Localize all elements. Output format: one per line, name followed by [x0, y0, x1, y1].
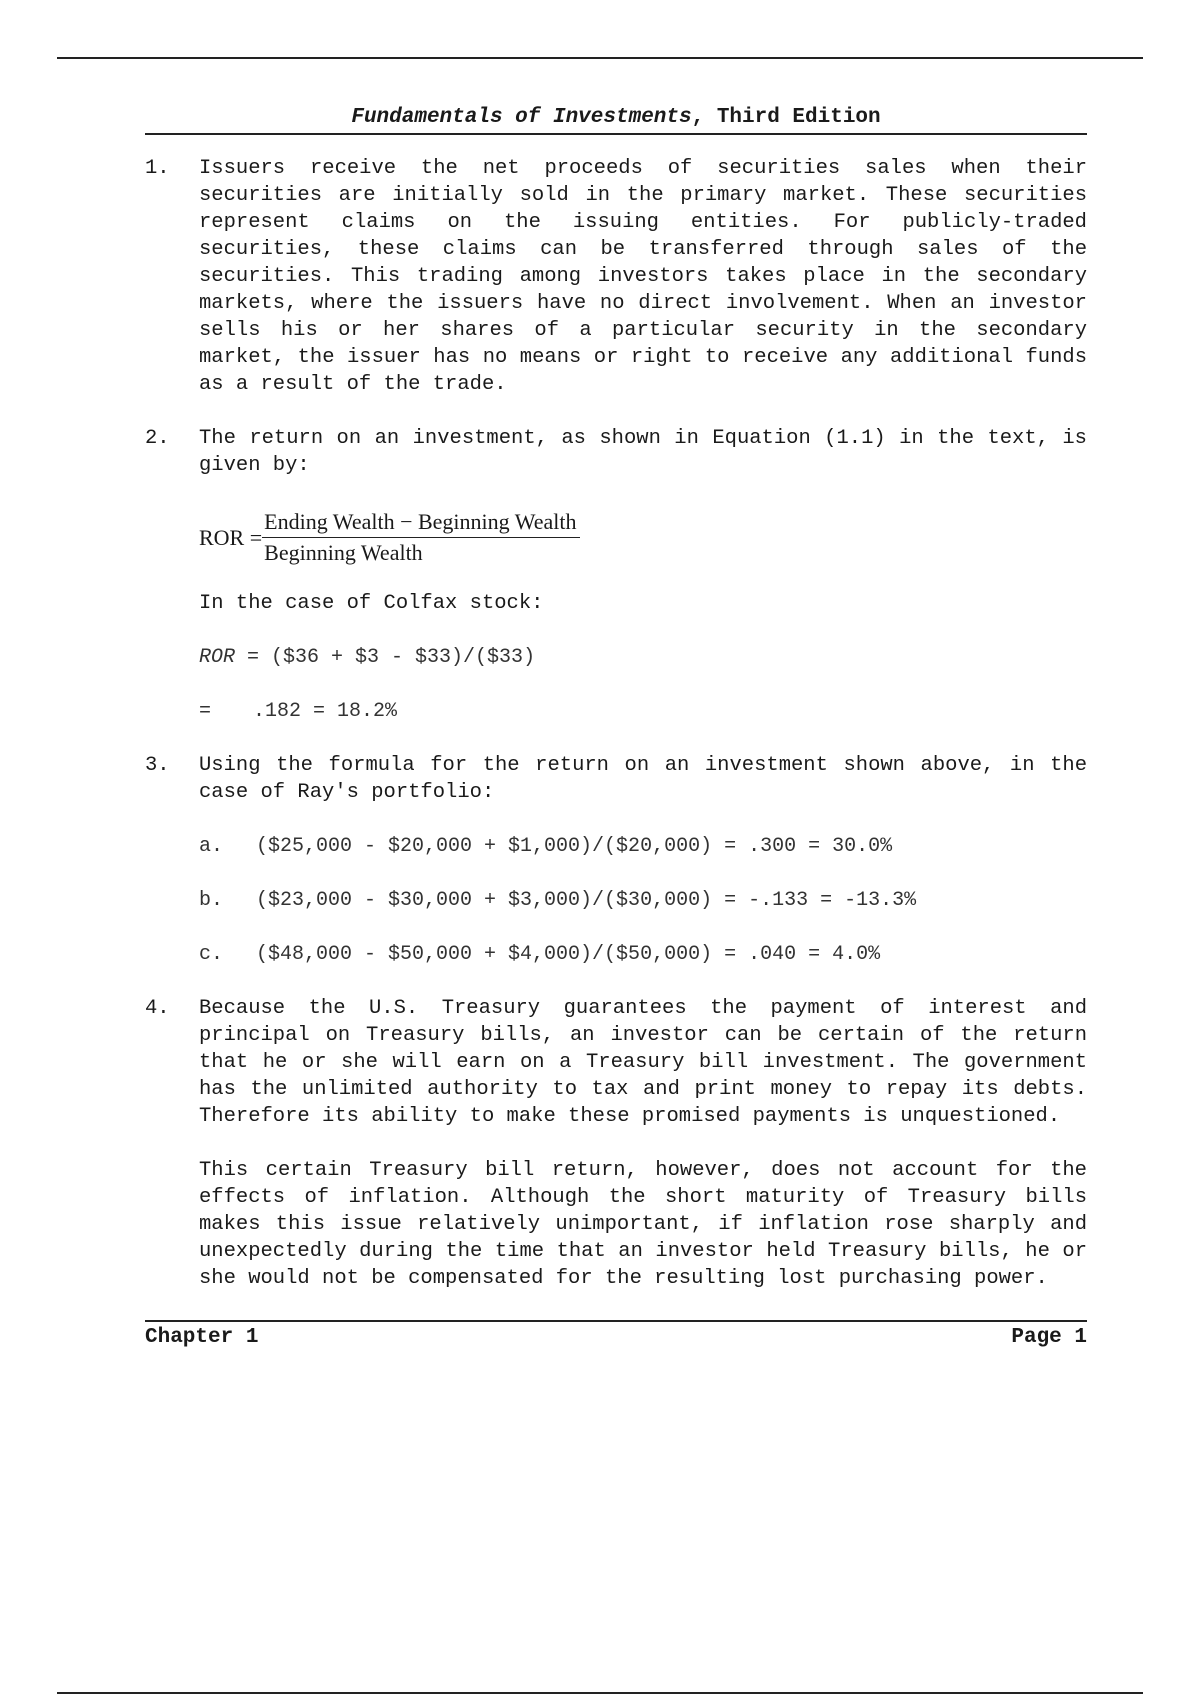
sub-item — [199, 887, 1087, 914]
book-title: Fundamentals of Investments — [351, 106, 692, 129]
formula-denominator: Beginning Wealth — [264, 540, 423, 565]
calc-variable: ROR — [199, 646, 236, 669]
answer-number: 4. — [145, 997, 170, 1020]
running-header — [145, 106, 1087, 135]
portfolio-calculations — [199, 833, 1087, 968]
answer-1 — [145, 155, 1087, 398]
colfax-calculation — [199, 644, 1087, 671]
chapter-label: Chapter 1 — [145, 1326, 259, 1349]
answer-body — [199, 995, 1087, 1292]
sub-item-expression: ($23,000 - $30,000 + $3,000)/($30,000) = -.133 = -13.3% — [256, 889, 917, 912]
sub-item-expression: ($25,000 - $20,000 + $1,000)/($20,000) = .300 = 30.0% — [256, 835, 893, 858]
answer-text: Issuers receive the net proceeds of securities sales when their securities are initially sold in the primary market. These securities represent claims on the issuing entities. For publicly-traded securities, these claims can be transferred through sales of the securities. This trading among investors takes place in the secondary markets, where the issuers have no direct involvement. When an investor sells his or her shares of a particular security in the secondary market, the issuer has no means or right to receive any additional funds as a result of the trade. — [199, 157, 1087, 396]
answer-body — [199, 425, 1087, 725]
result-equals: = — [199, 700, 212, 723]
sub-item-label: a. — [199, 835, 224, 858]
answer-body — [199, 752, 1087, 968]
running-footer — [145, 1320, 1087, 1349]
answer-intro: The return on an investment, as shown in Equation (1.1) in the text, is given by: — [199, 427, 1087, 477]
answer-number: 1. — [145, 157, 170, 180]
answer-3 — [145, 752, 1087, 968]
sub-item-label: b. — [199, 889, 224, 912]
result-value: .182 = 18.2% — [253, 700, 398, 723]
answer-2 — [145, 425, 1087, 725]
formula-lhs: ROR = — [199, 525, 263, 550]
answer-4 — [145, 995, 1087, 1292]
document-page — [145, 106, 1087, 1349]
formula-fraction — [262, 509, 579, 566]
sub-item-expression: ($48,000 - $50,000 + $4,000)/($50,000) = .040 = 4.0% — [256, 943, 881, 966]
ror-formula — [199, 509, 1087, 566]
answer-number: 3. — [145, 754, 170, 777]
colfax-result — [199, 698, 1087, 725]
answer-intro: Using the formula for the return on an investment shown above, in the case of Ray's portfolio: — [199, 754, 1087, 804]
formula-numerator: Ending Wealth − Beginning Wealth — [262, 509, 579, 538]
case-label: In the case of Colfax stock: — [199, 592, 544, 615]
calc-expression: = ($36 + $3 - $33)/($33) — [235, 646, 536, 669]
top-page-rule — [57, 57, 1143, 59]
answer-paragraph-2: This certain Treasury bill return, however, does not account for the effects of inflation. Although the short maturity of Treasury bills makes this issue relatively unimportant, if inflation rose sharply and unexpectedly during the time that an investor held Treasury bills, he or she would not be compensated for the resulting lost purchasing power. — [199, 1159, 1087, 1290]
page-number: Page 1 — [1011, 1326, 1087, 1349]
answer-number: 2. — [145, 427, 170, 450]
sub-item — [199, 941, 1087, 968]
sub-item — [199, 833, 1087, 860]
bottom-page-rule — [57, 1692, 1143, 1694]
answer-paragraph-1: Because the U.S. Treasury guarantees the payment of interest and principal on Treasury bills, an investor can be certain of the return that he or she will earn on a Treasury bill investment. The government has the unlimited authority to tax and print money to repay its debts. Therefore its ability to make these promised payments is unquestioned. — [199, 997, 1087, 1128]
answer-body — [199, 155, 1087, 398]
sub-item-label: c. — [199, 943, 224, 966]
answer-list — [145, 155, 1087, 1292]
edition-label: , Third Edition — [691, 106, 881, 129]
